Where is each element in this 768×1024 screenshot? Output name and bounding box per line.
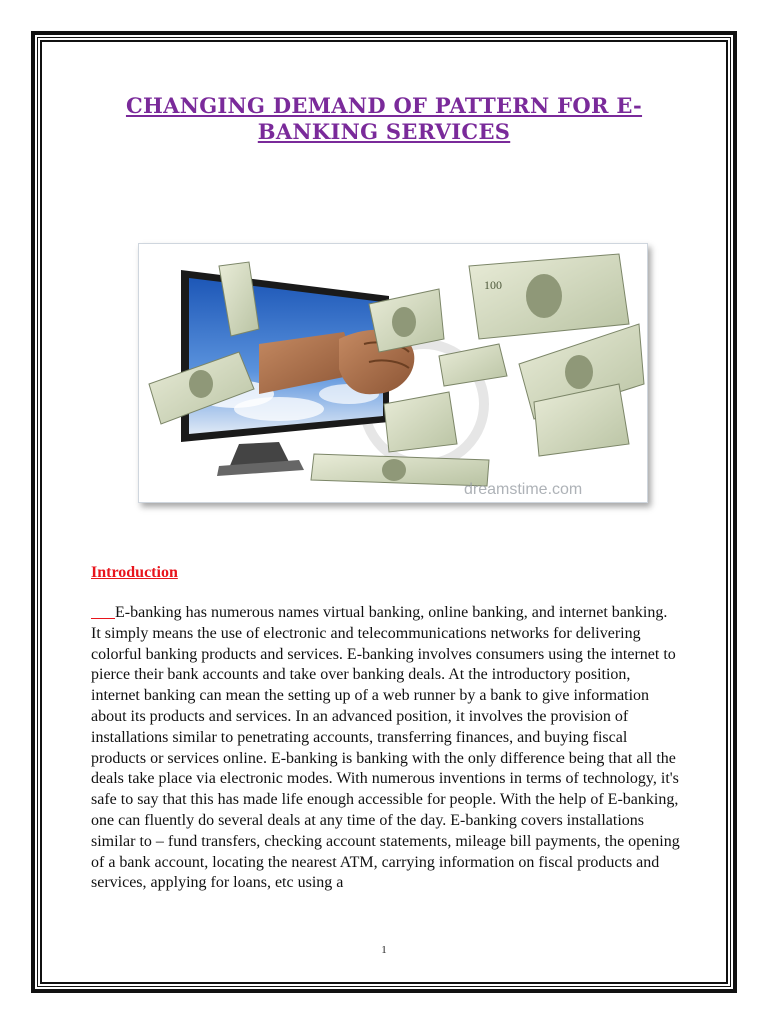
watermark-text: dreamstime.com <box>464 481 583 498</box>
dollar-bill-icon <box>384 392 457 452</box>
dollar-bill-icon <box>469 254 629 339</box>
ebanking-illustration <box>138 243 648 503</box>
page-number: 1 <box>381 944 387 956</box>
dollar-bill-icon <box>311 454 489 486</box>
document-title: CHANGING DEMAND OF PATTERN FOR E-BANKING SERVICES <box>125 93 643 144</box>
paragraph-text: E-banking has numerous names virtual banking, online banking, and internet banking. It simply means the use of electronic and telecommunications networks for delivering colorful banking products and services. E-banking involves consumers using the internet to pierce their bank accounts and take over banking deals. At the introductory position, internet banking can mean the setting up of a web runner by a bank to give information about its products and services. In an advanced position, it involves the provision of installations similar to penetrating accounts, transferring finances, and buying fiscal products or services online. E-banking is banking with the only difference being that all the deals take place via electronic modes. With numerous inventions in terms of technology, it's safe to say that this has made life enough accessible for people. With the help of E-banking, one can fluently do several deals at any time of the day. E-banking covers installations similar to – fund transfers, checking account statements, mileage bill payments, the opening of a bank account, locating the nearest ATM, carrying information on fiscal products and services, applying for loans, etc using a <box>91 604 680 892</box>
paragraph-indent <box>91 604 115 621</box>
section-heading: Introduction <box>91 564 178 581</box>
body-paragraph <box>91 603 681 894</box>
money-from-monitor-illustration <box>139 244 647 502</box>
svg-text:100: 100 <box>484 278 502 292</box>
